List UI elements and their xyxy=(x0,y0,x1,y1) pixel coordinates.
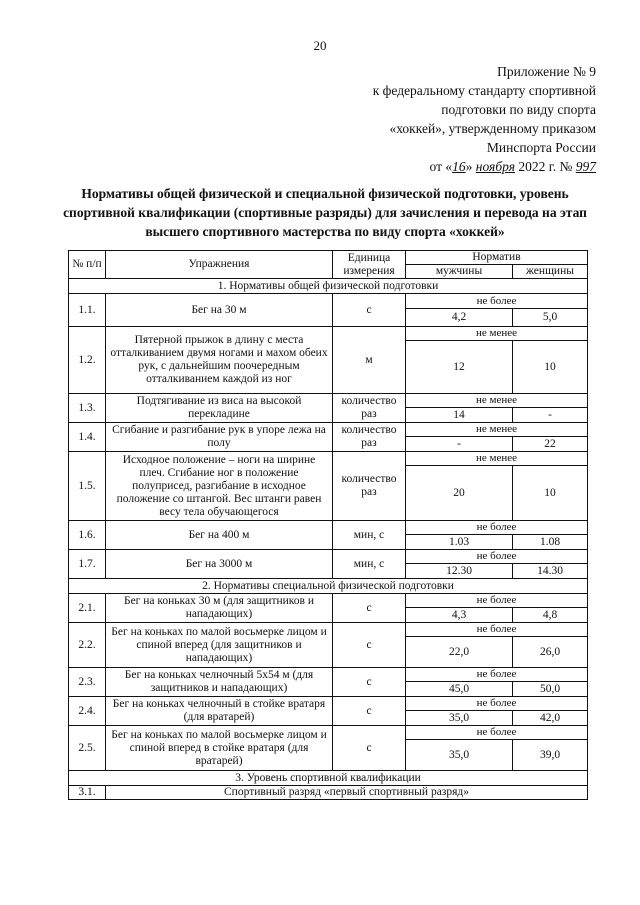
row-exercise: Бег на коньках 30 м (для защитников и нападающих) xyxy=(106,594,333,623)
appendix-line: подготовки по виду спорта xyxy=(441,102,596,117)
row-unit: количество раз xyxy=(333,452,406,521)
table-row xyxy=(69,394,588,408)
appendix-line: «хоккей», утвержденному приказом xyxy=(389,121,596,136)
date-month: ноября xyxy=(475,159,515,174)
row-exercise: Бег на коньках челночный 5х54 м (для защитников и нападающих) xyxy=(106,668,333,697)
row-unit: с xyxy=(333,668,406,697)
row-exercise: Спортивный разряд «первый спортивный разряд» xyxy=(106,786,588,800)
table-row xyxy=(69,594,588,608)
row-exercise: Подтягивание из виса на высокой перекладине xyxy=(106,394,333,423)
row-unit: мин, с xyxy=(333,521,406,550)
section-row xyxy=(69,771,588,786)
row-condition: не менее xyxy=(406,452,588,466)
row-exercise: Бег на коньках по малой восьмерке лицом и спиной вперед в стойке вратаря (для вратарей) xyxy=(106,726,333,771)
row-num: 2.5. xyxy=(69,726,106,771)
header-num: № п/п xyxy=(69,251,106,279)
table-row xyxy=(69,786,588,800)
value-men: 35,0 xyxy=(406,740,513,771)
row-num: 1.7. xyxy=(69,550,106,579)
row-num: 1.1. xyxy=(69,294,106,327)
row-condition: не более xyxy=(406,726,588,740)
value-women: 10 xyxy=(513,466,588,521)
value-women: 26,0 xyxy=(513,637,588,668)
row-condition: не менее xyxy=(406,327,588,341)
date-number: 997 xyxy=(575,159,596,174)
row-exercise: Исходное положение – ноги на ширине плеч. Сгибание ног в положение полуприсед, разгибание в исходное положение со штангой. Вес штанги равен весу тела обучающегося xyxy=(106,452,333,521)
date-year: 2022 г. № xyxy=(518,159,573,174)
row-unit: количество раз xyxy=(333,423,406,452)
table-row xyxy=(69,550,588,564)
row-condition: не менее xyxy=(406,423,588,437)
row-condition: не менее xyxy=(406,394,588,408)
row-unit: с xyxy=(333,594,406,623)
appendix-line: к федеральному стандарту спортивной xyxy=(372,83,596,98)
table-row xyxy=(69,668,588,682)
row-exercise: Бег на 30 м xyxy=(106,294,333,327)
section-title: 2. Нормативы специальной физической подготовки xyxy=(69,579,588,594)
row-num: 1.6. xyxy=(69,521,106,550)
value-men: 22,0 xyxy=(406,637,513,668)
value-women: 42,0 xyxy=(513,711,588,726)
appendix-header xyxy=(296,62,596,176)
value-women: 14.30 xyxy=(513,564,588,579)
value-women: 39,0 xyxy=(513,740,588,771)
value-men: 45,0 xyxy=(406,682,513,697)
norms-table xyxy=(68,250,588,800)
section-row xyxy=(69,279,588,294)
row-num: 1.5. xyxy=(69,452,106,521)
row-condition: не более xyxy=(406,550,588,564)
section-title: 3. Уровень спортивной квалификации xyxy=(69,771,588,786)
value-men: 20 xyxy=(406,466,513,521)
value-men: 35,0 xyxy=(406,711,513,726)
row-exercise: Пятерной прыжок в длину с места отталкиванием двумя ногами и махом обеих рук, с дальнейшим поочередным отталкиванием каждой из ног xyxy=(106,327,333,394)
row-num: 2.3. xyxy=(69,668,106,697)
table-row xyxy=(69,521,588,535)
value-women: 5,0 xyxy=(513,309,588,327)
row-condition: не более xyxy=(406,594,588,608)
header-women: женщины xyxy=(513,265,588,279)
table-row xyxy=(69,452,588,466)
value-men: 4,3 xyxy=(406,608,513,623)
value-women: 50,0 xyxy=(513,682,588,697)
value-men: 4,2 xyxy=(406,309,513,327)
value-women: 4,8 xyxy=(513,608,588,623)
row-unit: с xyxy=(333,726,406,771)
row-num: 1.4. xyxy=(69,423,106,452)
row-unit: м xyxy=(333,327,406,394)
value-women: 22 xyxy=(513,437,588,452)
row-unit: с xyxy=(333,623,406,668)
row-exercise: Сгибание и разгибание рук в упоре лежа на полу xyxy=(106,423,333,452)
row-exercise: Бег на 400 м xyxy=(106,521,333,550)
appendix-line: Приложение № 9 xyxy=(497,64,596,79)
row-condition: не более xyxy=(406,623,588,637)
date-mid: » xyxy=(465,159,473,174)
table-row xyxy=(69,697,588,711)
value-men: - xyxy=(406,437,513,452)
value-men: 12.30 xyxy=(406,564,513,579)
appendix-date xyxy=(296,157,596,176)
row-num: 2.1. xyxy=(69,594,106,623)
page-number: 20 xyxy=(313,38,327,53)
section-title: 1. Нормативы общей физической подготовки xyxy=(69,279,588,294)
header-norm: Норматив xyxy=(406,251,588,265)
table-row xyxy=(69,726,588,740)
row-num: 1.3. xyxy=(69,394,106,423)
date-prefix: от « xyxy=(429,159,453,174)
row-condition: не более xyxy=(406,521,588,535)
row-num: 1.2. xyxy=(69,327,106,394)
row-condition: не более xyxy=(406,697,588,711)
row-unit: с xyxy=(333,697,406,726)
table-row xyxy=(69,423,588,437)
row-num: 3.1. xyxy=(69,786,106,800)
table-body xyxy=(69,279,588,800)
row-condition: не более xyxy=(406,668,588,682)
row-unit: с xyxy=(333,294,406,327)
value-men: 12 xyxy=(406,341,513,394)
date-day: 16 xyxy=(452,159,466,174)
value-women: 10 xyxy=(513,341,588,394)
appendix-line: Минспорта России xyxy=(486,140,596,155)
row-num: 2.2. xyxy=(69,623,106,668)
row-exercise: Бег на коньках по малой восьмерке лицом и спиной вперед (для защитников и нападающих) xyxy=(106,623,333,668)
value-women: 1.08 xyxy=(513,535,588,550)
value-women: - xyxy=(513,408,588,423)
row-condition: не более xyxy=(406,294,588,309)
row-num: 2.4. xyxy=(69,697,106,726)
table-row xyxy=(69,327,588,341)
row-unit: количество раз xyxy=(333,394,406,423)
header-exercise: Упражнения xyxy=(106,251,333,279)
header-men: мужчины xyxy=(406,265,513,279)
section-row xyxy=(69,579,588,594)
table-row xyxy=(69,294,588,309)
row-exercise: Бег на 3000 м xyxy=(106,550,333,579)
value-men: 1.03 xyxy=(406,535,513,550)
row-exercise: Бег на коньках челночный в стойке вратаря (для вратарей) xyxy=(106,697,333,726)
row-unit: мин, с xyxy=(333,550,406,579)
header-unit: Единица измерения xyxy=(333,251,406,279)
table-row xyxy=(69,623,588,637)
document-title: Нормативы общей физической и специальной физической подготовки, уровень спортивной квалификации (спортивные разряды) для зачисления и перевода на этап высшего спортивного мастерства по виду спорта «хоккей» xyxy=(63,186,587,239)
value-men: 14 xyxy=(406,408,513,423)
